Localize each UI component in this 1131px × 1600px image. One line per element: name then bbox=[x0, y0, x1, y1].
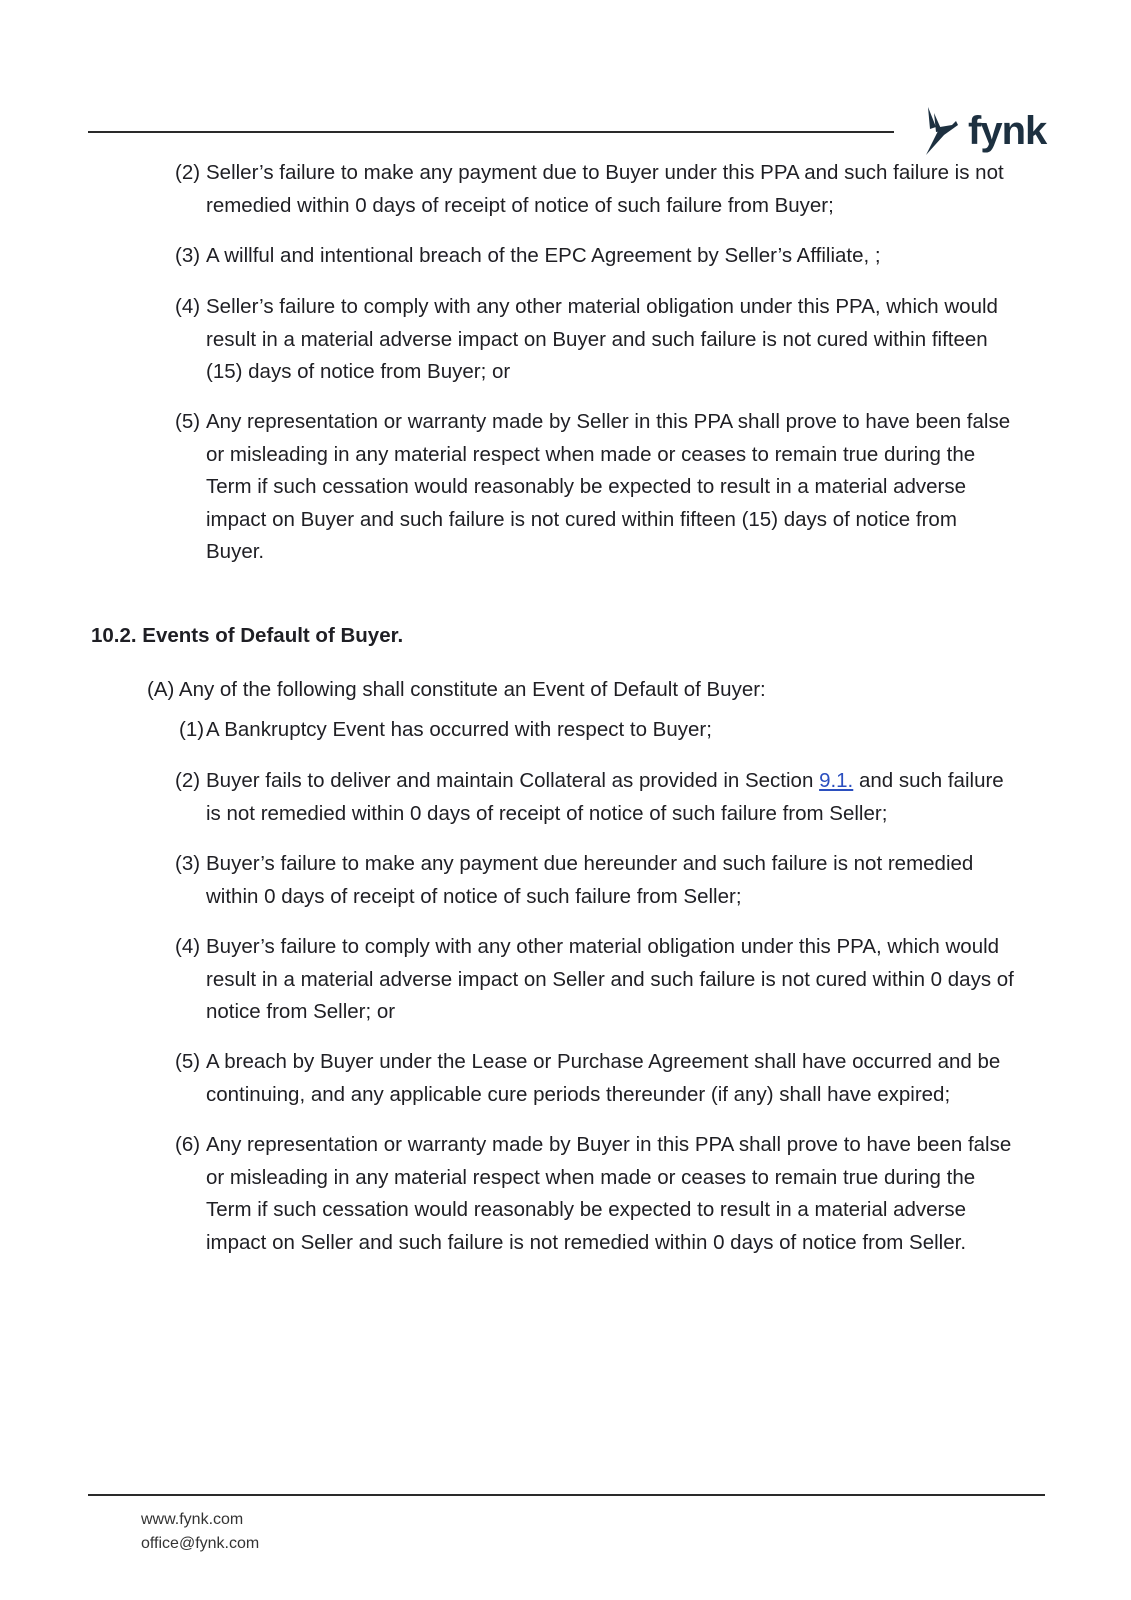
footer-divider bbox=[88, 1494, 1045, 1496]
item-number: (5) bbox=[175, 1050, 201, 1073]
list-item bbox=[175, 240, 1025, 273]
item-number: (2) bbox=[175, 161, 201, 184]
item-number: (3) bbox=[175, 852, 201, 875]
list-item bbox=[175, 931, 1025, 1029]
footer bbox=[141, 1508, 259, 1556]
list-item bbox=[175, 406, 1025, 569]
section-heading: 10.2. Events of Default of Buyer. bbox=[91, 624, 404, 647]
list-item bbox=[175, 765, 1025, 830]
item-number: (4) bbox=[175, 935, 201, 958]
item-text: Buyer’s failure to make any payment due hereunder and such failure is not remedied within 0 days of receipt of notice of such failure from Seller; bbox=[206, 852, 974, 908]
list-item bbox=[179, 714, 1029, 747]
section-intro: (A) Any of the following shall constitute an Event of Default of Buyer: bbox=[147, 678, 766, 701]
list-item bbox=[175, 1046, 1025, 1111]
item-number: (3) bbox=[175, 244, 201, 267]
header-divider bbox=[88, 131, 894, 133]
item-text: Any representation or warranty made by Seller in this PPA shall prove to have been false or misleading in any material respect when made or ceases to remain true during the Term if such cessation would reasonably be expected to result in a material adverse impact on Buyer and such failure is not cured within fifteen (15) days of notice from Buyer. bbox=[206, 410, 1011, 563]
item-text: Buyer fails to deliver and maintain Collateral as provided in Section 9.1. and such failure is not remedied within 0 days of receipt of notice of such failure from Seller; bbox=[206, 769, 1004, 825]
item-text: A Bankruptcy Event has occurred with respect to Buyer; bbox=[206, 718, 712, 741]
item-text: Seller’s failure to make any payment due to Buyer under this PPA and such failure is not remedied within 0 days of receipt of notice of such failure from Buyer; bbox=[206, 161, 1004, 217]
fynk-bird-icon bbox=[920, 105, 960, 157]
brand-name: fynk bbox=[968, 109, 1047, 153]
item-number: (6) bbox=[175, 1133, 201, 1156]
footer-website[interactable]: www.fynk.com bbox=[141, 1511, 244, 1528]
item-text: Seller’s failure to comply with any other material obligation under this PPA, which would result in a material adverse impact on Buyer and such failure is not cured within fifteen (15) days of notice from Buyer; or bbox=[206, 295, 998, 383]
list-item bbox=[175, 291, 1025, 389]
item-number: (2) bbox=[175, 769, 201, 792]
list-item bbox=[175, 157, 1025, 222]
item-number: (1) bbox=[179, 718, 205, 741]
item-text: A breach by Buyer under the Lease or Purchase Agreement shall have occurred and be continuing, and any applicable cure periods thereunder (if any) shall have expired; bbox=[206, 1050, 1001, 1106]
list-item bbox=[175, 1129, 1025, 1259]
footer-email[interactable]: office@fynk.com bbox=[141, 1535, 260, 1552]
item-text: A willful and intentional breach of the EPC Agreement by Seller’s Affiliate, ; bbox=[206, 244, 881, 267]
list-item bbox=[175, 848, 1025, 913]
item-number: (5) bbox=[175, 410, 201, 433]
section-link[interactable]: 9.1. bbox=[819, 769, 854, 792]
item-text: Any representation or warranty made by Buyer in this PPA shall prove to have been false or misleading in any material respect when made or ceases to remain true during the Term if such cessation would reasonably be expected to result in a material adverse impact on Seller and such failure is not remedied within 0 days of notice from Seller. bbox=[206, 1133, 1012, 1254]
item-text: Buyer’s failure to comply with any other material obligation under this PPA, which would result in a material adverse impact on Seller and such failure is not cured within 0 days of notice from Seller; or bbox=[206, 935, 1014, 1023]
brand-logo bbox=[920, 104, 1046, 158]
item-number: (4) bbox=[175, 295, 201, 318]
